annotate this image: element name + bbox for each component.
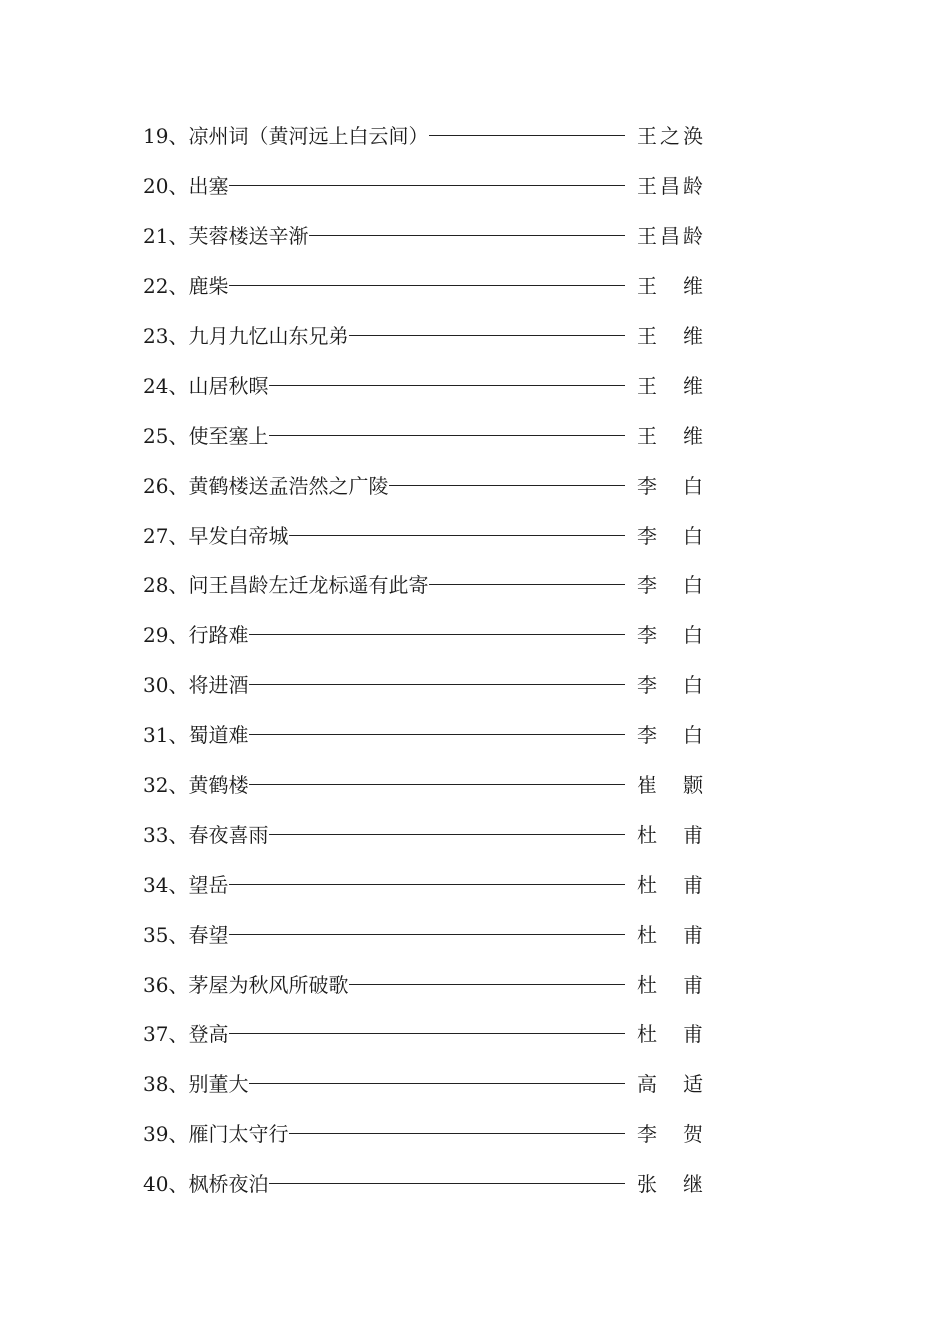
- author-char: 李: [637, 523, 657, 548]
- poem-title: 早发白帝城: [188, 523, 289, 548]
- poem-author: [637, 120, 703, 149]
- author-char: 王: [637, 423, 657, 448]
- list-item: [143, 260, 703, 310]
- author-char: 维: [683, 324, 703, 348]
- author-char: 王: [637, 274, 657, 299]
- author-char: 白: [683, 473, 703, 498]
- author-char: 维: [683, 274, 703, 299]
- entry-number: 39、: [143, 1122, 189, 1147]
- dash-leader: [289, 535, 625, 536]
- dash-leader: [349, 335, 625, 336]
- author-char: 维: [683, 373, 703, 398]
- poem-author: [637, 420, 703, 449]
- poem-author: [637, 569, 703, 598]
- list-item: [143, 210, 703, 260]
- list-item: [143, 908, 703, 958]
- list-item: [143, 858, 703, 908]
- dash-leader: [389, 485, 625, 486]
- author-char: 之: [660, 124, 680, 149]
- author-char: 王: [637, 124, 657, 149]
- author-char: 李: [637, 573, 657, 598]
- entry-number: 31、: [143, 723, 189, 748]
- entry-number: 32、: [143, 773, 189, 798]
- author-char: 李: [637, 623, 657, 648]
- list-item: [143, 509, 703, 559]
- poem-author: [637, 819, 703, 848]
- list-item: [143, 559, 703, 609]
- poem-title: 芙蓉楼送辛渐: [188, 224, 309, 249]
- author-char: 崔: [637, 773, 657, 798]
- dash-leader: [309, 235, 625, 236]
- author-char: 白: [683, 723, 703, 748]
- list-item: [143, 1158, 703, 1208]
- author-char: 白: [683, 523, 703, 548]
- author-char: 张: [637, 1172, 657, 1197]
- author-char: 甫: [683, 1022, 703, 1047]
- dash-leader: [229, 1033, 625, 1034]
- list-item: [143, 359, 703, 409]
- entry-number: 30、: [143, 673, 189, 698]
- author-char: 王: [637, 224, 657, 249]
- poem-title: 凉州词（黄河远上白云间）: [188, 124, 429, 149]
- entry-number: 25、: [143, 423, 189, 448]
- author-char: 李: [637, 1122, 657, 1147]
- entry-number: 28、: [143, 573, 189, 598]
- entry-number: 19、: [143, 124, 189, 149]
- poem-title: 将进酒: [188, 673, 249, 698]
- dash-leader: [269, 435, 625, 436]
- poem-title: 望岳: [188, 872, 229, 897]
- list-item: [143, 1058, 703, 1108]
- dash-leader: [249, 734, 625, 735]
- author-char: 高: [637, 1072, 657, 1097]
- dash-leader: [229, 884, 625, 885]
- poem-author: [637, 370, 703, 399]
- poem-title: 山居秋暝: [188, 373, 269, 398]
- dash-leader: [289, 1133, 625, 1134]
- author-char: 杜: [637, 922, 657, 947]
- list-item: [143, 110, 703, 160]
- author-char: 昌: [660, 224, 680, 249]
- author-char: 甫: [683, 822, 703, 847]
- author-char: 白: [683, 673, 703, 698]
- list-item: [143, 609, 703, 659]
- entry-number: 23、: [143, 324, 189, 348]
- author-char: 白: [683, 623, 703, 648]
- dash-leader: [349, 984, 625, 985]
- dash-leader: [249, 1083, 625, 1084]
- list-item: [143, 759, 703, 809]
- author-char: 甫: [683, 922, 703, 947]
- author-char: 李: [637, 723, 657, 748]
- author-char: 王: [637, 373, 657, 398]
- dash-leader: [229, 185, 625, 186]
- author-char: 颢: [683, 773, 703, 798]
- list-item: [143, 409, 703, 459]
- entry-number: 37、: [143, 1022, 189, 1047]
- author-char: 杜: [637, 872, 657, 897]
- poem-title: 春夜喜雨: [188, 822, 269, 847]
- dash-leader: [229, 934, 625, 935]
- author-char: 维: [683, 423, 703, 448]
- poem-title: 茅屋为秋风所破歌: [188, 972, 349, 997]
- dash-leader: [249, 784, 625, 785]
- poem-title: 九月九忆山东兄弟: [188, 324, 349, 348]
- entry-number: 29、: [143, 623, 189, 648]
- dash-leader: [249, 634, 625, 635]
- dash-leader: [269, 1183, 625, 1184]
- author-char: 甫: [683, 972, 703, 997]
- list-item: [143, 709, 703, 759]
- list-item: [143, 310, 703, 360]
- entry-number: 33、: [143, 822, 189, 847]
- entry-number: 22、: [143, 274, 189, 299]
- dash-leader: [269, 834, 625, 835]
- author-char: 杜: [637, 1022, 657, 1047]
- poem-title: 使至塞上: [188, 423, 269, 448]
- poem-title: 枫桥夜泊: [188, 1172, 269, 1197]
- author-char: 王: [637, 324, 657, 348]
- entry-number: 34、: [143, 872, 189, 897]
- poem-title: 鹿柴: [188, 274, 229, 299]
- entry-number: 24、: [143, 373, 189, 398]
- entry-number: 38、: [143, 1072, 189, 1097]
- poem-title: 蜀道难: [188, 723, 249, 748]
- author-char: 白: [683, 573, 703, 598]
- author-char: 杜: [637, 822, 657, 847]
- poem-author: [637, 1168, 703, 1197]
- poem-author: [637, 669, 703, 698]
- author-char: 适: [683, 1072, 703, 1097]
- entry-number: 35、: [143, 922, 189, 947]
- poem-title: 别董大: [188, 1072, 249, 1097]
- author-char: 甫: [683, 872, 703, 897]
- list-item: [143, 1108, 703, 1158]
- poem-title: 春望: [188, 922, 229, 947]
- list-item: [143, 459, 703, 509]
- poem-title: 黄鹤楼: [188, 773, 249, 798]
- poem-author: [637, 869, 703, 898]
- entry-number: 27、: [143, 523, 189, 548]
- dash-leader: [429, 584, 625, 585]
- entry-number: 26、: [143, 473, 189, 498]
- poem-title: 黄鹤楼送孟浩然之广陵: [188, 473, 389, 498]
- entry-number: 40、: [143, 1172, 189, 1197]
- author-char: 昌: [660, 174, 680, 199]
- poem-author: [637, 520, 703, 549]
- poem-author: [637, 320, 703, 349]
- author-char: 龄: [683, 174, 703, 199]
- poem-author: [637, 170, 703, 199]
- poem-title: 问王昌龄左迁龙标遥有此寄: [188, 573, 429, 598]
- author-char: 龄: [683, 224, 703, 249]
- list-item: [143, 160, 703, 210]
- poem-index-list: [143, 110, 703, 1208]
- poem-author: [637, 919, 703, 948]
- poem-author: [637, 769, 703, 798]
- poem-author: [637, 220, 703, 249]
- poem-author: [637, 470, 703, 499]
- poem-author: [637, 969, 703, 998]
- entry-number: 20、: [143, 174, 189, 199]
- poem-title: 登高: [188, 1022, 229, 1047]
- author-char: 李: [637, 673, 657, 698]
- poem-author: [637, 719, 703, 748]
- entry-number: 21、: [143, 224, 189, 249]
- poem-author: [637, 1118, 703, 1147]
- author-char: 杜: [637, 972, 657, 997]
- author-char: 贺: [683, 1122, 703, 1147]
- list-item: [143, 1008, 703, 1058]
- list-item: [143, 958, 703, 1008]
- poem-title: 雁门太守行: [188, 1122, 289, 1147]
- author-char: 涣: [683, 124, 703, 149]
- dash-leader: [429, 135, 625, 136]
- poem-author: [637, 1068, 703, 1097]
- poem-title: 行路难: [188, 623, 249, 648]
- author-char: 王: [637, 174, 657, 199]
- author-char: 继: [683, 1172, 703, 1197]
- entry-number: 36、: [143, 972, 189, 997]
- poem-title: 出塞: [188, 174, 229, 199]
- dash-leader: [269, 385, 625, 386]
- author-char: 李: [637, 473, 657, 498]
- dash-leader: [249, 684, 625, 685]
- list-item: [143, 808, 703, 858]
- poem-author: [637, 619, 703, 648]
- list-item: [143, 659, 703, 709]
- dash-leader: [229, 285, 625, 286]
- poem-author: [637, 1018, 703, 1047]
- poem-author: [637, 270, 703, 299]
